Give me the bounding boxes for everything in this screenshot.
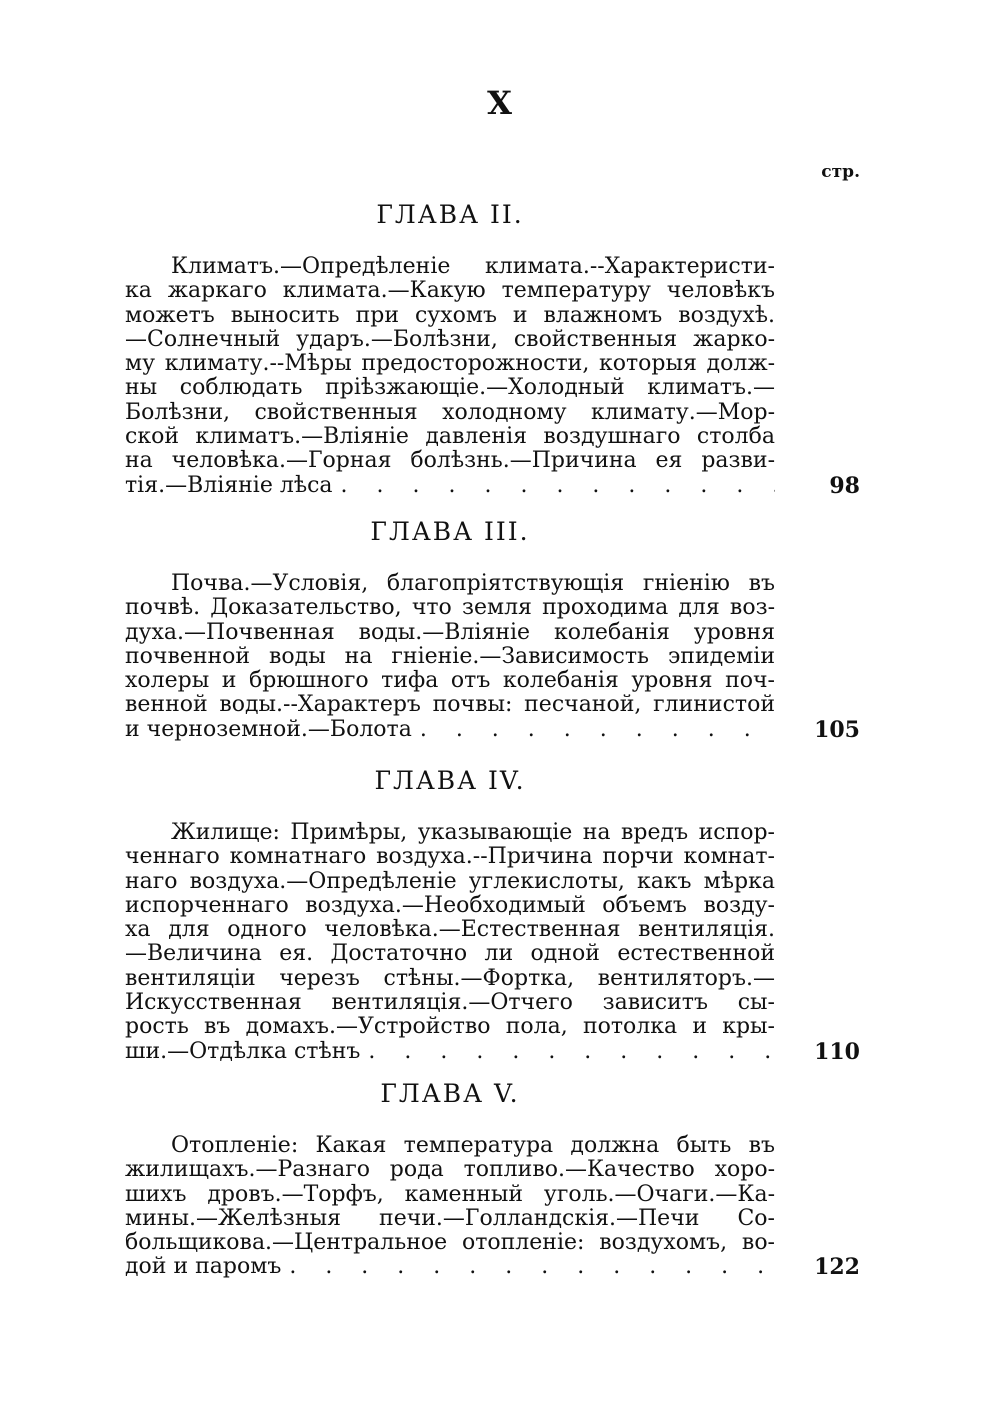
- chapter-5: [125, 1079, 860, 1280]
- dot-leader: [333, 474, 775, 498]
- summary-line: ской климатъ.—Вліяніе давленія воздушнаго столба: [125, 424, 775, 450]
- chapter-title: ГЛАВА V.: [380, 1079, 520, 1108]
- summary-line: ха для одного человѣка.—Естественная вентиляція.: [125, 917, 775, 943]
- summary-line: му климату.--Мѣры предосторожности, которыя долж-: [125, 351, 775, 377]
- summary-line: Климатъ.—Опредѣленіе климата.--Характеристи-: [171, 254, 775, 279]
- summary-line: и черноземной.—Болота: [125, 716, 412, 742]
- page-reference: 105: [814, 716, 860, 743]
- chapter-title: ГЛАВА IV.: [374, 766, 526, 795]
- chapter-title: ГЛАВА II.: [376, 200, 524, 229]
- summary-last-line: [125, 474, 775, 498]
- summary-line: больщикова.—Центральное отопленіе: воздухомъ, во-: [125, 1230, 775, 1256]
- summary-line: испорченнаго воздуха.—Необходимый объемъ возду-: [125, 892, 775, 918]
- summary-line: венной воды.--Характеръ почвы: песчаной, глинистой: [125, 692, 775, 718]
- chapter-2: [125, 200, 860, 498]
- summary-line: —Величина ея. Достаточно ли одной естественной: [125, 941, 775, 967]
- summary-line: ченнаго комнатнаго воздуха.--Причина порчи комнат-: [125, 844, 775, 870]
- chapter-summary: [125, 571, 860, 743]
- dot-leader: [412, 718, 775, 742]
- chapter-summary: [125, 254, 860, 499]
- page-reference: 98: [829, 472, 860, 499]
- summary-line: жилищахъ.—Разнаго рода топливо.—Качество хоро-: [125, 1157, 775, 1183]
- summary-last-line: [125, 1040, 775, 1064]
- summary-last-line: [125, 1255, 775, 1279]
- summary-line: мины.—Желѣзныя печи.—Голландскія.—Печи Со-: [125, 1205, 775, 1231]
- dot-leader: [360, 1040, 775, 1064]
- summary-line: холеры и брюшного тифа отъ колебанія уровня поч-: [125, 668, 775, 694]
- summary-line: дой и паромъ: [125, 1254, 282, 1280]
- summary-line: —Солнечный ударъ.—Болѣзни, свойственныя жарко-: [125, 326, 775, 352]
- summary-line: ны соблюдать пріѣзжающіе.—Холодный климатъ.—: [125, 375, 775, 401]
- summary-last-line: [125, 718, 775, 742]
- summary-line: почвенной воды на гніеніе.—Зависимость эпидеміи: [125, 643, 775, 669]
- dot-leader: [281, 1255, 775, 1279]
- summary-line: почвѣ. Доказательство, что земля проходима для воз-: [125, 595, 775, 621]
- summary-line: рость въ домахъ.—Устройство пола, потолка и кры-: [125, 1014, 775, 1040]
- summary-line: на человѣка.—Горная болѣзнь.—Причина ея разви-: [125, 448, 775, 474]
- summary-line: можетъ выносить при сухомъ и влажномъ воздухѣ.: [125, 302, 775, 328]
- summary-line: наго воздуха.—Опредѣленіе углекислоты, какъ мѣрка: [125, 868, 775, 894]
- summary-line: Отопленіе: Какая температура должна быть въ: [171, 1133, 775, 1158]
- page-reference: 110: [814, 1038, 860, 1065]
- chapter-3: [125, 517, 860, 742]
- page-number: X: [487, 84, 513, 122]
- chapter-4: [125, 766, 860, 1064]
- summary-line: Искусственная вентиляція.—Отчего зависитъ сы-: [125, 990, 775, 1016]
- summary-line: духа.—Почвенная воды.—Вліяніе колебанія уровня: [125, 619, 775, 645]
- page-reference: 122: [814, 1254, 860, 1281]
- summary-line: тія.—Вліяніе лѣса: [125, 472, 333, 498]
- summary-line: Жилище: Примѣры, указывающіе на вредъ испор-: [171, 820, 775, 845]
- page-column-label: стр.: [821, 162, 860, 182]
- summary-line: Болѣзни, свойственныя холодному климату.—Мор-: [125, 399, 775, 425]
- summary-line: Почва.—Условія, благопріятствующія гніенію въ: [171, 571, 775, 596]
- chapter-summary: [125, 1133, 860, 1281]
- summary-line: ши.—Отдѣлка стѣнъ: [125, 1038, 361, 1064]
- summary-line: ка жаркаго климата.—Какую температуру человѣкъ: [125, 278, 775, 304]
- chapter-summary: [125, 820, 860, 1065]
- summary-line: вентиляціи черезъ стѣны.—Фортка, вентиляторъ.—: [125, 965, 775, 991]
- summary-line: шихъ дровъ.—Торфъ, каменный уголь.—Очаги.—Ка-: [125, 1181, 775, 1207]
- chapter-title: ГЛАВА III.: [370, 517, 530, 546]
